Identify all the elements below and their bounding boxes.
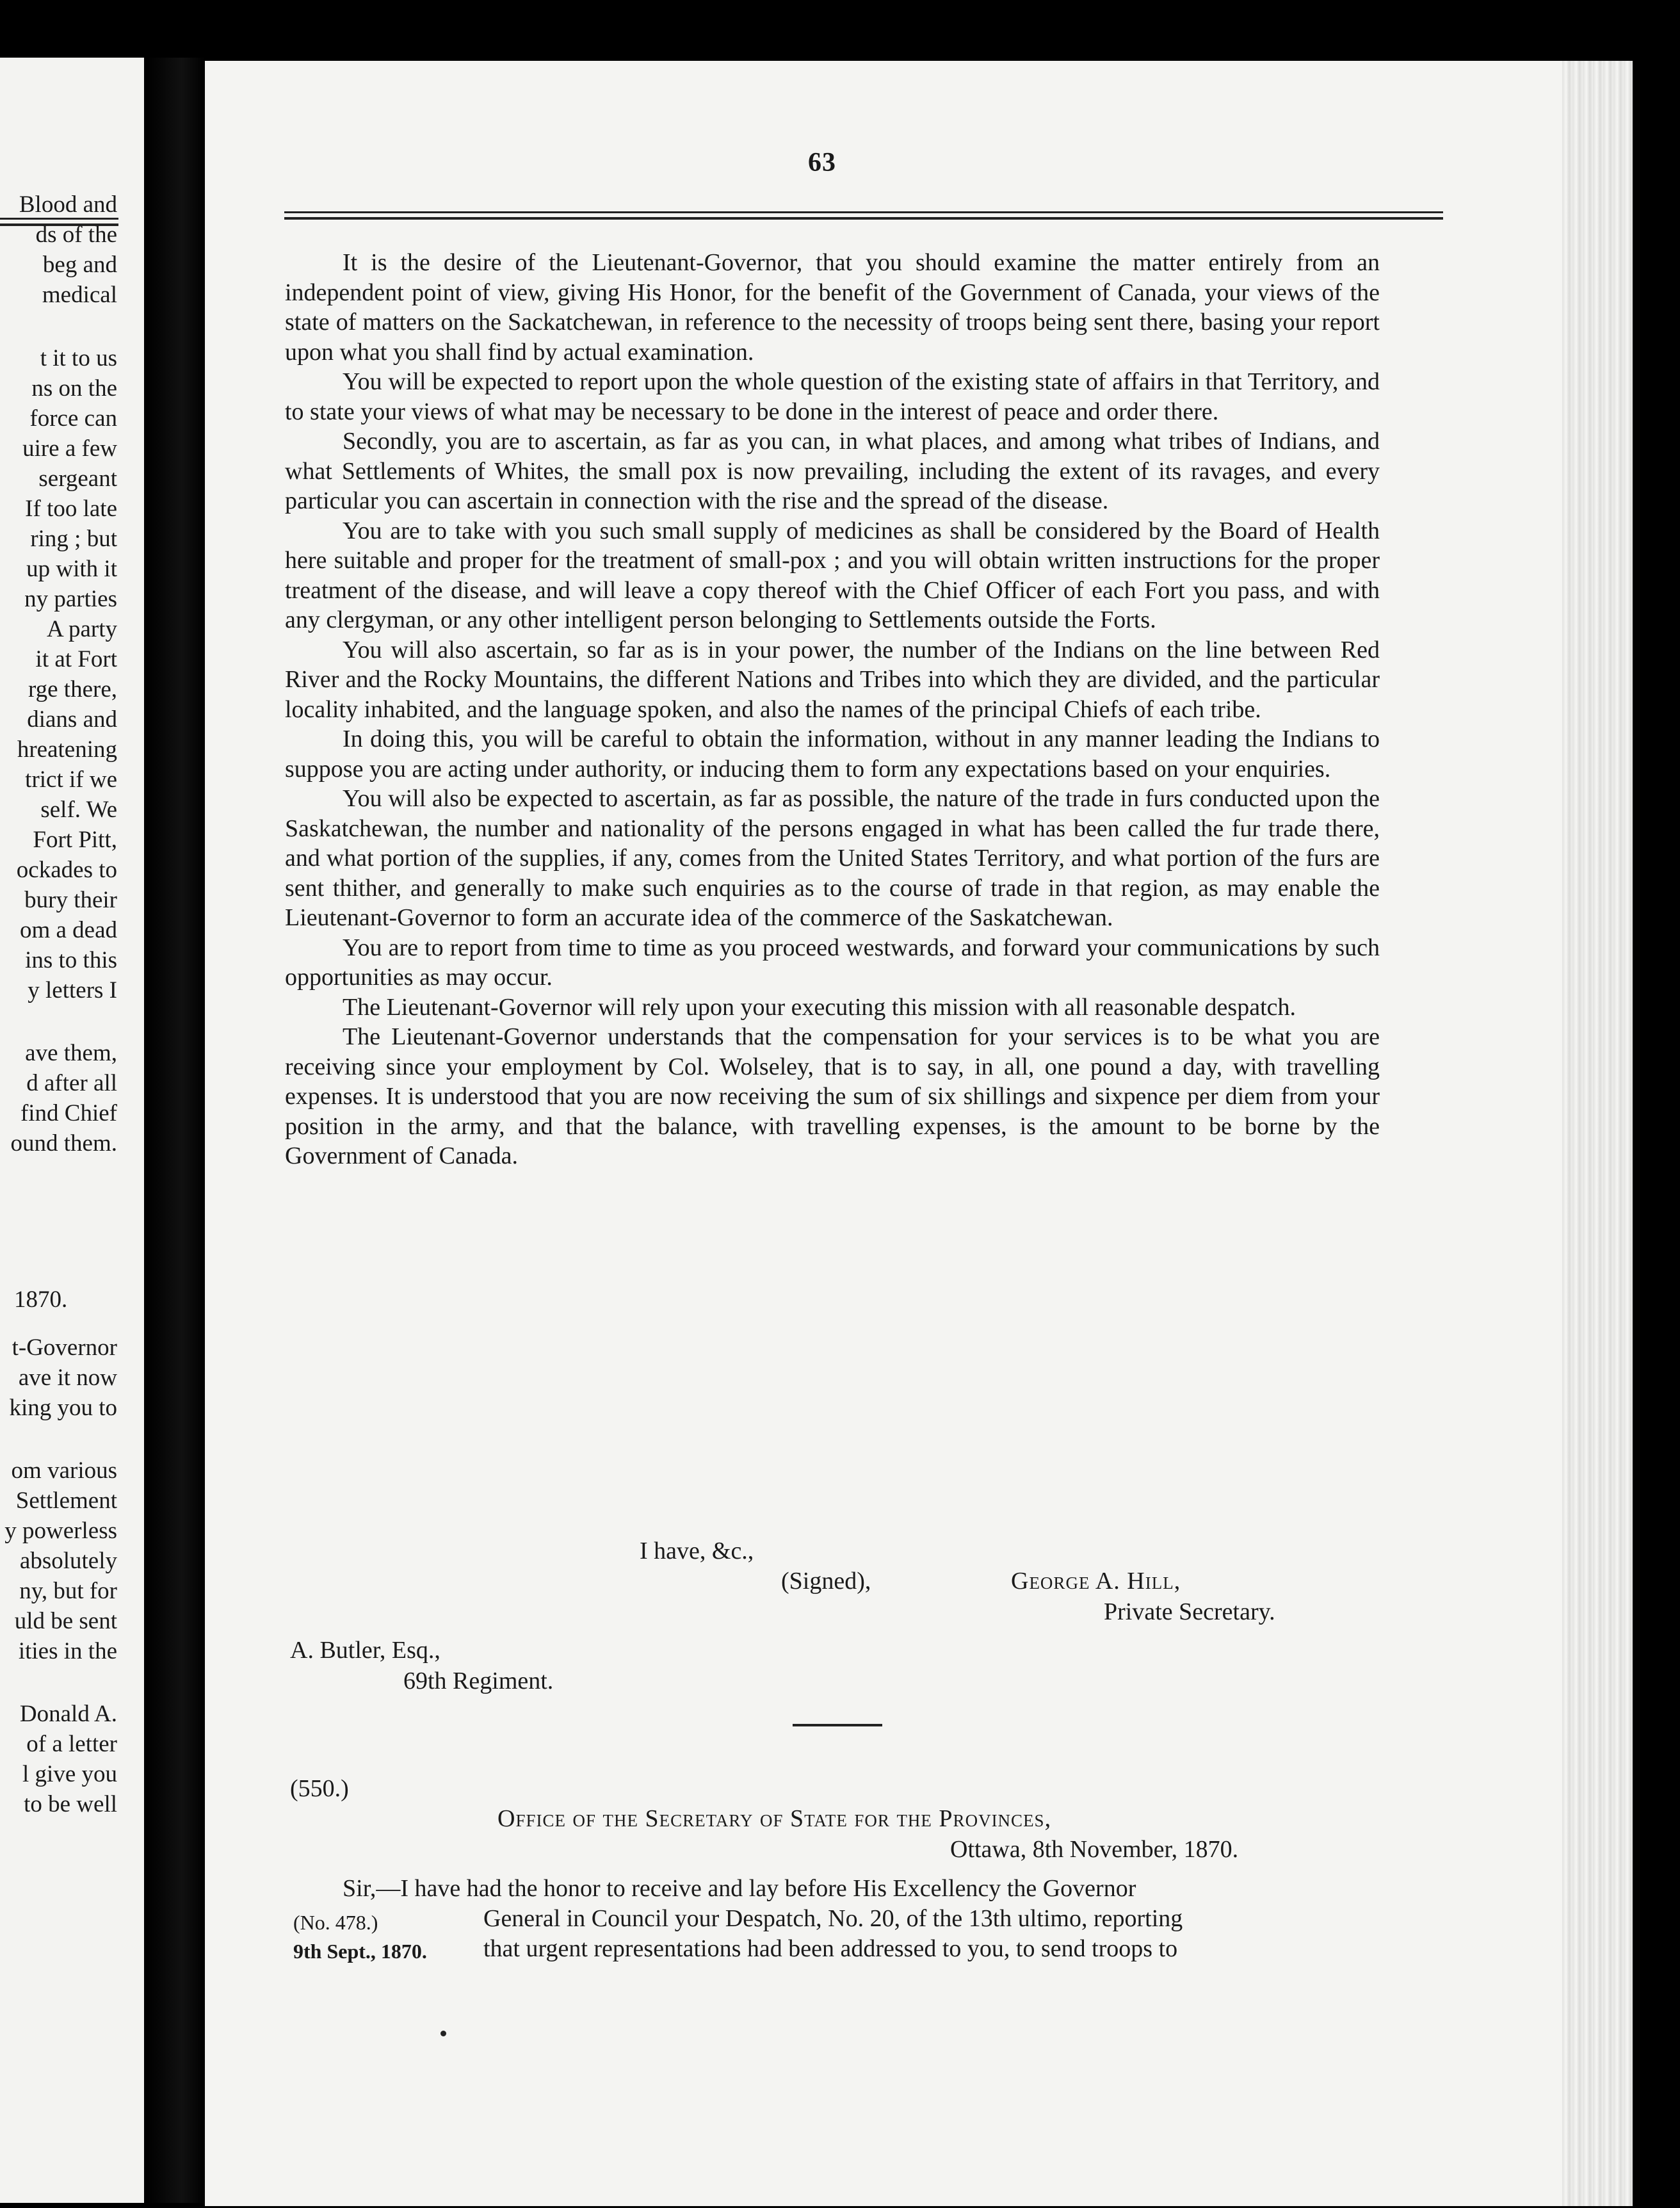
paragraph: You will also be expected to ascertain, as far as possible, the nature of the trade in furs conducted upon the Saskatchewan, the number and nationality of the persons engaged in what has been called the fur trade there, and what portion of the supplies, if any, comes from the United States Territory, and what portion of the furs are sent thither, and generally to make such enquiries as to the course of trade in that region, as may enable the Lieutenant-Governor to form an accurate idea of the commerce of the Saskatchewan.: [285, 785, 1380, 931]
facing-page-line: om various: [11, 1457, 117, 1484]
place-and-date: Ottawa, 8th November, 1870.: [950, 1836, 1239, 1863]
facing-page-line: to be well: [24, 1791, 117, 1817]
paragraph: It is the desire of the Lieutenant-Governor, that you should examine the matter entirely from an independent point of view, giving His Honor, for the benefit of the Government of Canada, your views of the state of matters on the Sackatchewan, in reference to the necessity of troops being sent there, basing your report upon what you shall find by actual examination.: [285, 249, 1380, 366]
facing-page-line: trict if we: [25, 767, 117, 793]
paragraph: You will be expected to report upon the whole question of the existing state of affairs in that Territory, and to state your views of what may be necessary to be done in the interest of peace and order there.: [285, 368, 1380, 425]
scan-background: [1633, 61, 1680, 2206]
margin-note: 9th Sept., 1870.: [293, 1940, 427, 1963]
facing-page-line: force can: [29, 405, 117, 432]
addressee-regiment: 69th Regiment.: [403, 1668, 554, 1694]
facing-page-line: sergeant: [38, 466, 117, 492]
closing: I have, &c.,: [640, 1538, 754, 1564]
document-page: [205, 61, 1633, 2206]
facing-page-line: d after all: [26, 1070, 117, 1096]
facing-page-line: ds of the: [35, 222, 117, 248]
office-heading: Office of the Secretary of State for the Provinces,: [497, 1805, 1052, 1832]
facing-page-line: uire a few: [22, 435, 117, 462]
facing-page-line: l give you: [22, 1761, 117, 1787]
document-number: (550.): [290, 1775, 349, 1802]
facing-page-line: y letters I: [28, 977, 117, 1003]
signatory-title: Private Secretary.: [1104, 1598, 1275, 1625]
facing-page-line: of a letter: [26, 1731, 117, 1757]
facing-page-line: y powerless: [4, 1518, 117, 1544]
facing-page-line: Fort Pitt,: [33, 827, 117, 853]
facing-page-line: Settlement: [15, 1488, 117, 1514]
facing-page-line: ockades to: [16, 857, 117, 883]
facing-page-line: find Chief: [20, 1100, 117, 1126]
facing-page-line: bury their: [24, 887, 117, 913]
ink-speck: [440, 2031, 446, 2036]
facing-page-line: up with it: [26, 556, 117, 582]
book-gutter: [147, 58, 205, 2203]
facing-page-line: ns on the: [31, 375, 117, 402]
facing-page-line: ins to this: [25, 947, 117, 973]
page-number: 63: [808, 148, 836, 177]
facing-page-line: ave them,: [25, 1040, 117, 1066]
paragraph: You are to take with you such small supply of medicines as shall be considered by the Board of Health here suitable and proper for the treatment of small-pox ; and you will obtain written instructions for the proper treatment of the disease, and will leave a copy thereof with the Chief Officer of each Fort you pass, and with any clergyman, or any other intelligent person belonging to Settlements outside the Forts.: [285, 517, 1380, 633]
signatory-name: George A. Hill,: [1011, 1568, 1181, 1595]
facing-page-fragment: [0, 58, 144, 2203]
facing-page-line: 1870.: [14, 1287, 68, 1313]
facing-page-line: self. We: [40, 797, 117, 823]
paragraph: You will also ascertain, so far as is in your power, the number of the Indians on the line between Red River and the Rocky Mountains, the different Nations and Tribes into which they are divided, and the particular locality inhabited, and the language spoken, and also the names of the principal Chiefs of each tribe.: [285, 636, 1380, 723]
letter-line: that urgent representations had been addressed to you, to send troops to: [483, 1935, 1178, 1962]
paragraph: The Lieutenant-Governor understands that the compensation for your services is to be what you are receiving since your employment by Col. Wolseley, that is to say, in all, one pound a day, with travelling expenses. It is understood that you are now receiving the sum of six shillings and sixpence per diem from your position in the army, and that the balance, with travelling expenses, is the amount to be borne by the Government of Canada.: [285, 1023, 1380, 1169]
paragraph: Secondly, you are to ascertain, as far as you can, in what places, and among what tribes of Indians, and what Settlements of Whites, the small pox is now prevailing, including the extent of its ravages, and every particular you can ascertain in connection with the rise and the spread of the disease.: [285, 428, 1380, 514]
facing-page-line: dians and: [27, 706, 117, 733]
letter-line: General in Council your Despatch, No. 20, of the 13th ultimo, reporting: [483, 1905, 1183, 1932]
facing-page-line: beg and: [42, 252, 117, 278]
signed-label: (Signed),: [781, 1568, 871, 1595]
facing-page-line: ities in the: [18, 1638, 117, 1664]
facing-page-line: om a dead: [19, 917, 117, 943]
facing-page-line: A party: [47, 616, 117, 642]
addressee-name: A. Butler, Esq.,: [290, 1637, 440, 1664]
facing-page-line: Donald A.: [19, 1701, 117, 1727]
margin-note: (No. 478.): [293, 1911, 378, 1934]
section-divider: [793, 1724, 882, 1726]
facing-page-line: t it to us: [40, 345, 117, 371]
facing-page-line: it at Fort: [35, 646, 117, 672]
facing-page-line: If too late: [25, 496, 117, 522]
page-edge: [1562, 61, 1633, 2206]
paragraph: In doing this, you will be careful to obtain the information, without in any manner leading the Indians to suppose you are acting under authority, or inducing them to form any expectations based on your enquiries.: [285, 726, 1380, 783]
facing-page-line: uld be sent: [14, 1608, 117, 1634]
facing-page-line: rge there,: [28, 676, 117, 702]
paragraph: The Lieutenant-Governor will rely upon your executing this mission with all reasonable despatch.: [343, 993, 1296, 1021]
letter-body: [285, 248, 1380, 1171]
facing-page-line: ny, but for: [19, 1578, 117, 1604]
facing-page-line: ave it now: [18, 1365, 117, 1391]
header-rule: [284, 211, 1443, 220]
paragraph: You are to report from time to time as you proceed westwards, and forward your communications by such opportunities as may occur.: [285, 934, 1380, 991]
facing-page-line: t-Governor: [12, 1335, 117, 1361]
facing-page-line: Blood and: [19, 191, 117, 218]
facing-page-line: king you to: [9, 1395, 117, 1421]
facing-page-line: ound them.: [10, 1130, 117, 1157]
facing-page-line: medical: [42, 282, 117, 308]
facing-page-line: absolutely: [19, 1548, 117, 1574]
facing-page-line: ring ; but: [30, 526, 117, 552]
letter-line: Sir,—I have had the honor to receive and lay before His Excellency the Governor: [343, 1875, 1136, 1902]
facing-page-line: ny parties: [24, 586, 117, 612]
facing-page-line: hreatening: [17, 736, 117, 763]
